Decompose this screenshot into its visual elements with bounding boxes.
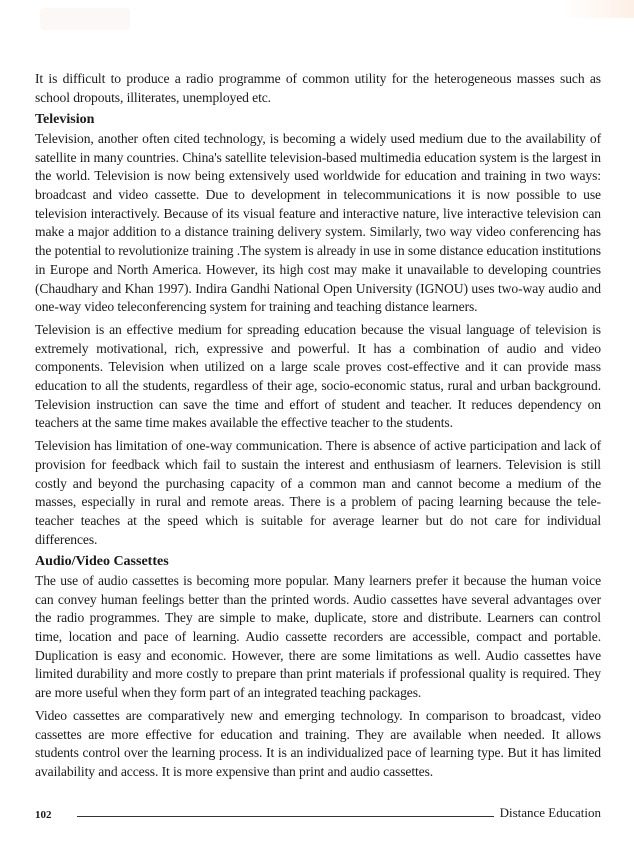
- book-title: Distance Education: [499, 805, 601, 820]
- paragraph: Television has limitation of one-way communication. There is absence of active participation and lack of provision for feedback which fail to sustain the interest and enthusiasm of learners. Television is still costly and beyond the purchasing capacity of a common man and cannot become a medium of the masses, especially in rural and remote areas. There is a problem of pacing learning because the tele-teacher teaches at the speed which is suitable for average learner but do not care for individual differences.: [35, 438, 601, 547]
- section-television: [35, 111, 601, 549]
- paragraph: The use of audio cassettes is becoming more popular. Many learners prefer it because the human voice can convey human feelings better than the printed words. Audio cassettes have several advantages over the radio programmes. They are simple to make, duplicate, store and distribute. Learners can control time, location and pace of learning. Audio cassette recorders are accessible, compact and portable. Duplication is easy and economic. However, there are some limitations as well. Audio cassettes have limited durability and more costly to prepare than print materials if professional quality is required. They are more useful when they form part of an integrated teaching packages.: [35, 572, 601, 701]
- paragraph: Television, another often cited technology, is becoming a widely used medium due to the availability of satellite in many countries. China's satellite television-based multimedia education system is the largest in the world. Television is now being extensively used worldwide for education and training in two ways: broadcast and video cassette. Due to development in telecommunications it is now possible to use television interactively. Because of its visual feature and interactive nature, live interactive television can make a major addition to a distance training delivery system. Similarly, two way video conferencing has the potential to revolutionize training .The system is already in use in some distance education institutions in Europe and North America. However, its high cost may make it unavailable to developing countries (Chaudhary and Khan 1997). Indira Gandhi National Open University (IGNOU) uses two-way audio and one-way video teleconferencing system for training and teaching distance learners.: [35, 130, 601, 315]
- page-footer: [35, 805, 601, 821]
- page-body: [35, 70, 601, 786]
- section-audio-video-cassettes: [35, 553, 601, 781]
- section-heading: Audio/Video Cassettes: [35, 554, 169, 570]
- page-number: 102: [35, 809, 52, 821]
- scan-smudge: [564, 0, 634, 18]
- section-heading: Television: [35, 112, 95, 128]
- footer-rule: [77, 816, 494, 817]
- intro-paragraph: It is difficult to produce a radio programme of common utility for the heterogeneous masses such as school dropouts, illiterates, unemployed etc.: [35, 71, 601, 105]
- paragraph: Video cassettes are comparatively new and emerging technology. In comparison to broadcast, video cassettes are more effective for education and training. They are available when needed. It allows students control over the learning process. It is an individualized pace of learning type. But it has limited availability and access. It is more expensive than print and audio cassettes.: [35, 707, 601, 779]
- paragraph: Television is an effective medium for spreading education because the visual language of television is extremely motivational, rich, expressive and powerful. It has a combination of audio and video components. Television when utilized on a large scale proves cost-effective and it can provide mass education to all the students, regardless of their age, socio-economic status, rural and urban background. Television instruction can save the time and effort of student and teacher. It reduces dependency on teachers at the same time makes available the effective teacher to the students.: [35, 321, 601, 431]
- scan-smudge: [40, 8, 130, 30]
